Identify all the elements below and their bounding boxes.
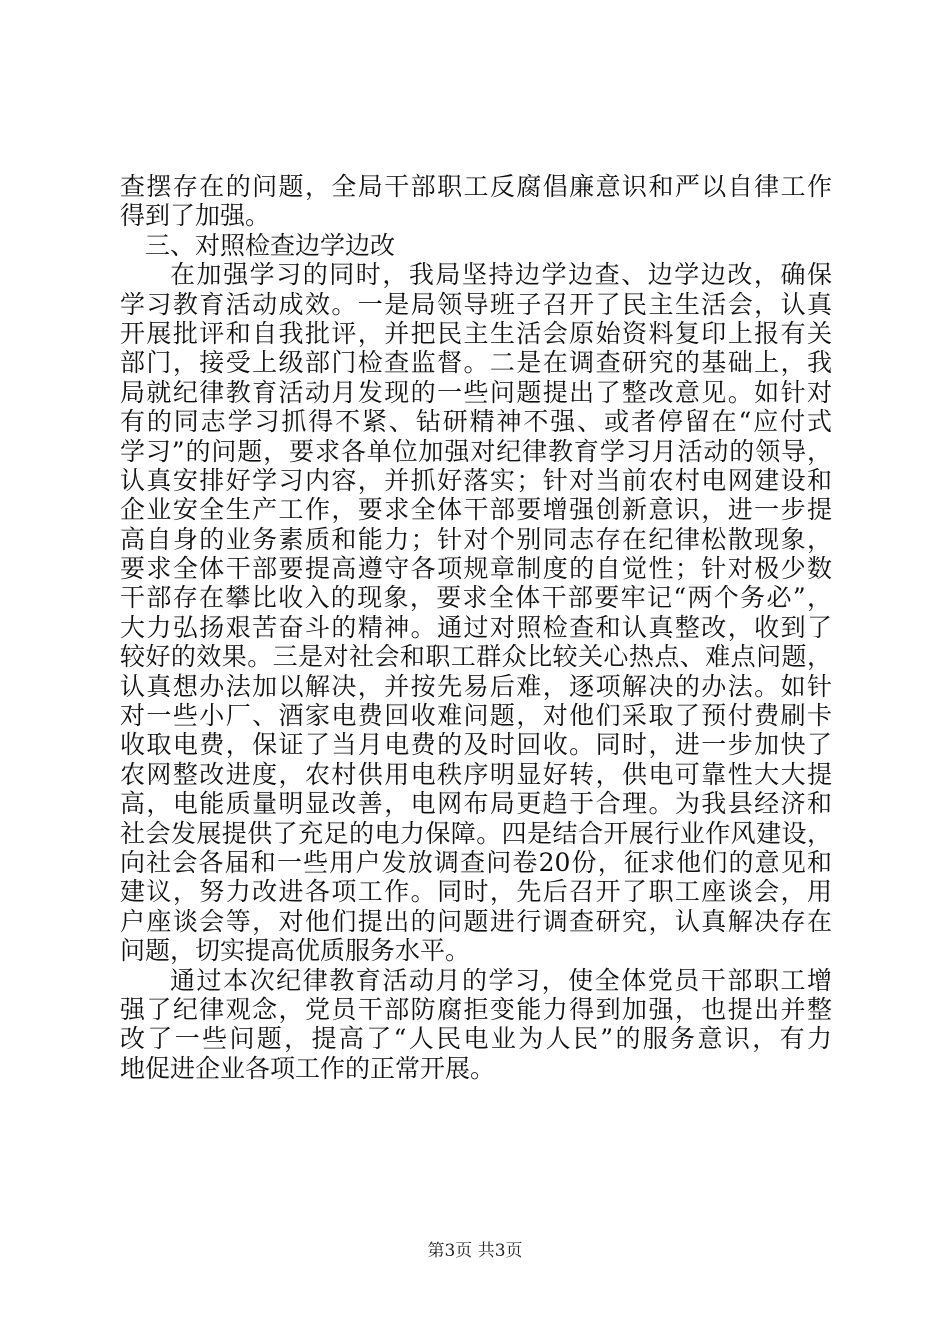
text-line: 查摆存在的问题，全局干部职工反腐倡廉意识和严以自律工作 (120, 172, 832, 201)
text-line: 有的同志学习抓得不紧、钻研精神不强、或者停留在“应付式 (120, 407, 832, 437)
text-line: 较好的效果。三是对社会和职工群众比较关心热点、难点问题， (120, 642, 832, 672)
text-line: 要求全体干部要提高遵守各项规章制度的自觉性；针对极少数 (120, 554, 832, 584)
text-line: 开展批评和自我批评，并把民主生活会原始资料复印上报有关 (120, 318, 832, 348)
text-line: 学习”的问题，要求各单位加强对纪律教育学习月活动的领导， (120, 436, 832, 466)
text-line: 建议，努力改进各项工作。同时，先后召开了职工座谈会，用 (120, 877, 832, 907)
text-line: 在加强学习的同时，我局坚持边学边查、边学边改，确保 (170, 260, 832, 290)
text-line: 认真安排好学习内容，并抓好落实；针对当前农村电网建设和 (120, 465, 832, 495)
text-line: 学习教育活动成效。一是局领导班子召开了民主生活会，认真 (120, 289, 832, 319)
text-line: 高，电能质量明显改善，电网布局更趋于合理。为我县经济和 (120, 789, 832, 819)
text-line: 高自身的业务素质和能力；针对个别同志存在纪律松散现象， (120, 524, 832, 554)
page-footer: 第3页 共3页 (427, 1241, 523, 1261)
text-line: 农网整改进度，农村供用电秩序明显好转，供电可靠性大大提 (120, 759, 832, 789)
text-line: 通过本次纪律教育活动月的学习，使全体党员干部职工增 (170, 965, 832, 995)
text-line: 地促进企业各项工作的正常开展。 (120, 1053, 496, 1083)
document-body (120, 172, 832, 1083)
text-line: 三、对照检查边学边改 (145, 230, 396, 260)
text-line: 强了纪律观念，党员干部防腐拒变能力得到加强，也提出并整 (120, 994, 832, 1024)
text-line: 部门，接受上级部门检查监督。二是在调查研究的基础上，我 (120, 348, 832, 378)
text-line: 收取电费，保证了当月电费的及时回收。同时，进一步加快了 (120, 730, 832, 760)
text-line: 认真想办法加以解决，并按先易后难，逐项解决的办法。如针 (120, 671, 832, 701)
text-line: 局就纪律教育活动月发现的一些问题提出了整改意见。如针对 (120, 377, 832, 407)
text-line: 向社会各届和一些用户发放调查问卷20份，征求他们的意见和 (120, 847, 832, 877)
text-line: 社会发展提供了充足的电力保障。四是结合开展行业作风建设， (120, 818, 832, 848)
text-line: 大力弘扬艰苦奋斗的精神。通过对照检查和认真整改，收到了 (120, 612, 832, 642)
text-line: 干部存在攀比收入的现象，要求全体干部要牢记“两个务必”， (120, 583, 832, 613)
text-line: 改了一些问题，提高了“人民电业为人民”的服务意识，有力 (120, 1024, 832, 1054)
text-line: 问题，切实提高优质服务水平。 (120, 936, 471, 966)
text-line: 企业安全生产工作，要求全体干部要增强创新意识，进一步提 (120, 495, 832, 525)
text-line: 得到了加强。 (120, 201, 271, 231)
text-line: 对一些小厂、酒家电费回收难问题，对他们采取了预付费刷卡 (120, 701, 832, 731)
text-line: 户座谈会等，对他们提出的问题进行调查研究，认真解决存在 (120, 906, 832, 936)
